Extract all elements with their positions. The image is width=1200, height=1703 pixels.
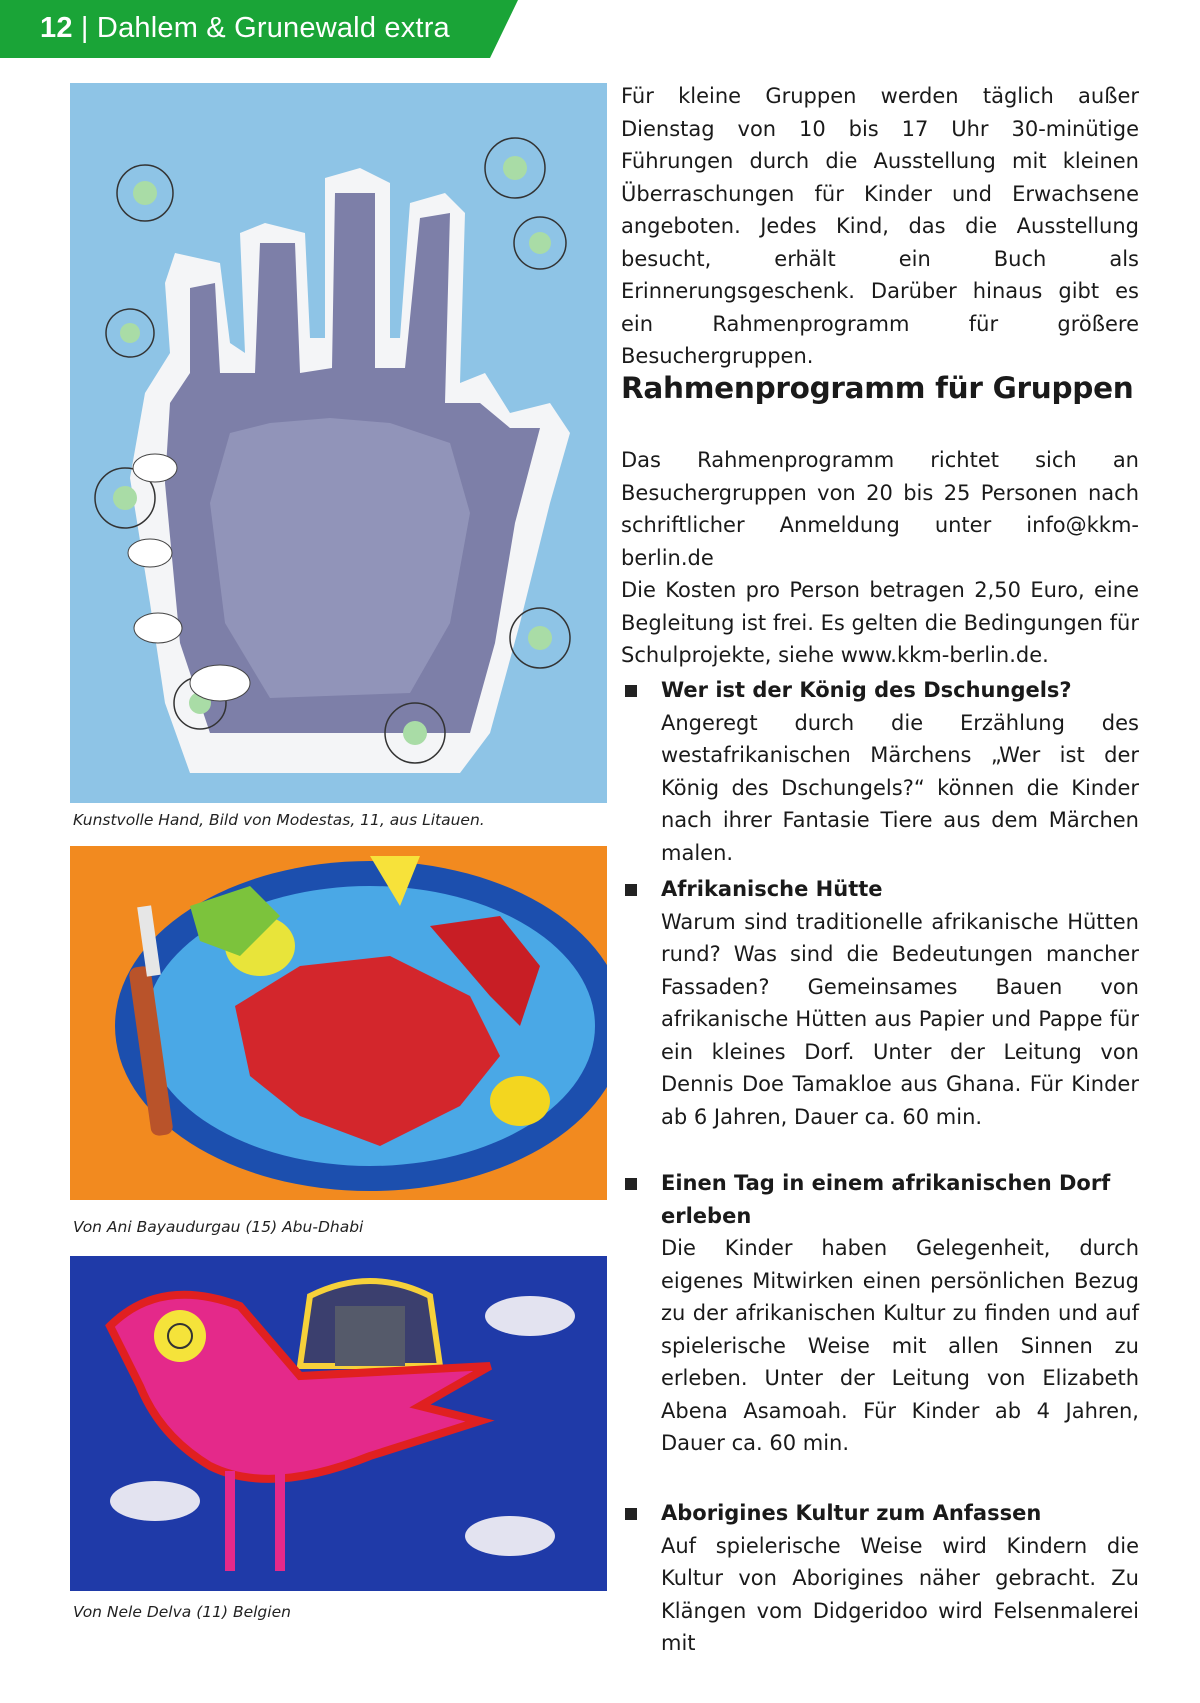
section-title: Dahlem & Grunewald extra <box>96 12 450 44</box>
bullet-square-icon <box>625 1178 637 1190</box>
program-item-text: Angeregt durch die Erzählung des westafrikanischen Märchens „Wer ist der König des Dschungels?“ können die Kinder nach ihrer Fantasie Tiere aus dem Märchen malen. <box>661 710 1139 865</box>
program-item-title: Aborigines Kultur zum Anfassen <box>661 1501 1042 1525</box>
intro-paragraph: Für kleine Gruppen werden täglich außer Dienstag von 10 bis 17 Uhr 30-minütige Führungen durch die Ausstellung mit kleinen Überraschungen für Kinder und Erwachsene angeboten. Jedes Kind, das die Ausstellung besucht, erhält ein Buch als Erinnerungsgeschenk. Darüber hinaus gibt es ein Rahmenprogramm für größere Besuchergruppen. <box>621 84 1139 368</box>
program-item-title: Afrikanische Hütte <box>661 877 883 901</box>
program-item-title: Wer ist der König des Dschungels? <box>661 678 1072 702</box>
bird-artwork-image <box>70 1256 607 1591</box>
image-caption-1: Kunstvolle Hand, Bild von Modestas, 11, aus Litauen. <box>73 811 485 829</box>
bullet-square-icon <box>625 1508 637 1520</box>
page-number: 12 <box>40 12 73 44</box>
program-item-title: Einen Tag in einem afrikanischen Dorf erleben <box>661 1171 1111 1228</box>
section-paragraph-2: Die Kosten pro Person betragen 2,50 Euro, eine Begleitung ist frei. Es gelten die Bedingungen für Schulprojekte, siehe www.kkm-berlin.de. <box>621 578 1139 667</box>
program-item <box>621 674 1139 869</box>
program-item-text: Auf spielerische Weise wird Kindern die Kultur von Aborigines näher gebracht. Zu Klängen vom Didgeridoo wird Felsenmalerei mit <box>661 1533 1139 1655</box>
section-paragraph-1: Das Rahmenprogramm richtet sich an Besuchergruppen von 20 bis 25 Personen nach schriftlicher Anmeldung unter info@kkm-berlin.de <box>621 448 1139 570</box>
program-item <box>621 873 1139 1133</box>
section-heading: Rahmenprogramm für Gruppen <box>621 371 1134 405</box>
program-item <box>621 1497 1139 1660</box>
header-label: 12 | Dahlem & Grunewald extra <box>40 12 450 44</box>
program-item-text: Warum sind traditionelle afrikanische Hütten rund? Was sind die Bedeutungen mancher Fassaden? Gemeinsames Bauen von afrikanische Hütten aus Papier und Pappe für ein kleines Dorf. Unter der Leitung von Dennis Doe Tamakloe aus Ghana. Für Kinder ab 6 Jahren, Dauer ca. 60 min. <box>661 909 1139 1129</box>
intro-block <box>621 80 1139 373</box>
hand-artwork-image <box>70 83 607 803</box>
program-item-text: Die Kinder haben Gelegenheit, durch eigenes Mitwirken einen persönlichen Bezug zu der afrikanischen Kultur zu finden und auf spielerische Weise mit allen Sinnen zu erleben. Unter der Leitung von Elizabeth Abena Asamoah. Für Kinder ab 4 Jahren, Dauer ca. 60 min. <box>661 1236 1139 1455</box>
section-block <box>621 444 1139 672</box>
section-header <box>0 0 518 58</box>
lobster-artwork-image <box>70 846 607 1200</box>
image-caption-3: Von Nele Delva (11) Belgien <box>73 1603 291 1621</box>
bullet-square-icon <box>625 685 637 697</box>
program-item <box>621 1167 1139 1460</box>
image-caption-2: Von Ani Bayaudurgau (15) Abu-Dhabi <box>73 1218 364 1236</box>
bullet-square-icon <box>625 884 637 896</box>
